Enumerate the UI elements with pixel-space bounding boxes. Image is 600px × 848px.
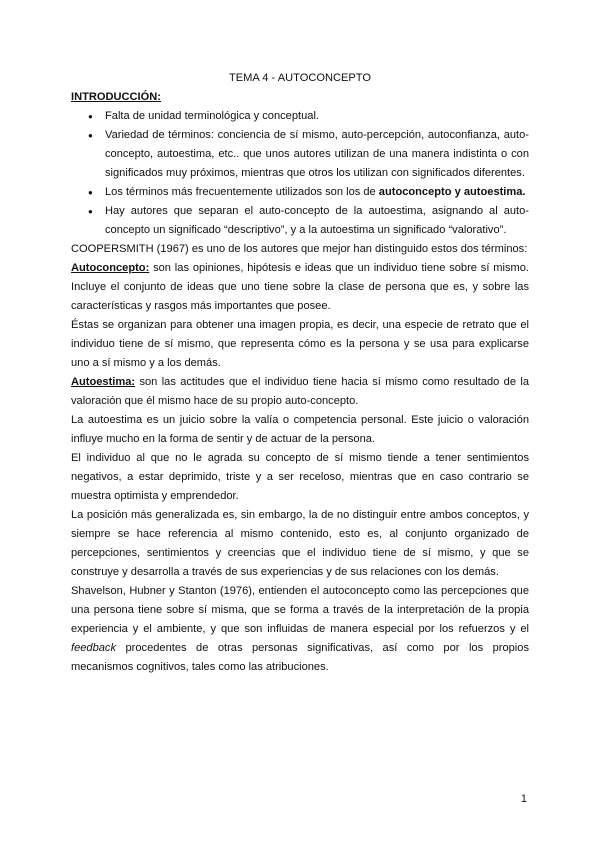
- bullet-text: Los términos más frecuentemente utilizados son los de: [105, 186, 379, 198]
- general-position-paragraph: La posición más generalizada es, sin embargo, la de no distinguir entre ambos conceptos, y siempre se hace referencia al mismo contenido, esto es, al conjunto organizado de percepciones, sentimientos y creencias que el individuo tiene de sí mismo, y que se construye y desarrolla a través de sus experiencias y de sus relaciones con los demás.: [71, 509, 529, 578]
- autoconcepto-term: Autoconcepto:: [71, 262, 150, 274]
- shavelson-text-end: procedentes de otras personas significativas, así como por los propios mecanismos cognitivos, tales como las atribuciones.: [71, 642, 529, 673]
- page-number: 1: [520, 793, 527, 805]
- autoconcepto-definition-text: son las opiniones, hipótesis e ideas que un individuo tiene sobre sí mismo. Incluye el conjunto de ideas que uno tiene sobre la clase de persona que es, y sobre las características y rasgos más importantes que posee.: [71, 262, 529, 312]
- autoestima-term: Autoestima:: [71, 376, 136, 388]
- autoestima-judgement-paragraph: La autoestima es un juicio sobre la valía o competencia personal. Este juicio o valoración influye mucho en la forma de sentir y de actuar de la persona.: [71, 414, 529, 445]
- bullet-item-terminology: ● Falta de unidad terminológica y conceptual.: [105, 107, 529, 126]
- bullet-bold-terms: autoconcepto y autoestima.: [378, 186, 526, 198]
- document-title: TEMA 4 - AUTOCONCEPTO: [229, 72, 371, 84]
- introduction-bullet-list: [71, 107, 529, 240]
- introduction-heading: INTRODUCCIÓN:: [71, 91, 161, 103]
- coopersmith-paragraph: COOPERSMITH (1967) es uno de los autores que mejor han distinguido estos dos términos:: [71, 243, 528, 255]
- bullet-item-terms-variety: ● Variedad de términos: conciencia de sí mismo, auto-percepción, autoconfianza, auto-concepto, autoestima, etc.. que unos autores utilizan de una manera indistinta o con significados muy próximos, mientras que otros los utilizan con significados diferentes.: [105, 126, 529, 183]
- document-page: [71, 69, 529, 677]
- autoestima-feelings-paragraph: El individuo al que no le agrada su concepto de sí mismo tiende a tener sentimientos negativos, a estar deprimido, triste y a ser receloso, mientras que en caso contrario se muestra optimista y emprendedor.: [71, 452, 529, 502]
- shavelson-paragraph: [71, 582, 529, 677]
- autoconcepto-definition: [71, 259, 529, 316]
- feedback-italic: feedback: [71, 642, 117, 654]
- autoestima-definition: [71, 373, 529, 411]
- bullet-item-authors-separate: ● Hay autores que separan el auto-concepto de la autoestima, asignando al auto-concepto un significado “descriptivo”, y a la autoestima un significado “valorativo”.: [105, 202, 529, 240]
- bullet-item-frequent-terms: [105, 183, 529, 202]
- autoestima-definition-text: son las actitudes que el individuo tiene hacia sí mismo como resultado de la valoración que él mismo hace de su propio auto-concepto.: [71, 376, 529, 407]
- shavelson-text: Shavelson, Hubner y Stanton (1976), entienden el autoconcepto como las percepciones que una persona tiene sobre sí misma, que se forma a través de la interpretación de la propia experiencia y el ambiente, y que son influidas de manera especial por los refuerzos y el: [71, 585, 529, 635]
- autoconcepto-paragraph: Éstas se organizan para obtener una imagen propia, es decir, una especie de retrato que el individuo tiene de sí mismo, que representa cómo es la persona y se usa para explicarse uno a sí mismo y a los demás.: [71, 319, 529, 369]
